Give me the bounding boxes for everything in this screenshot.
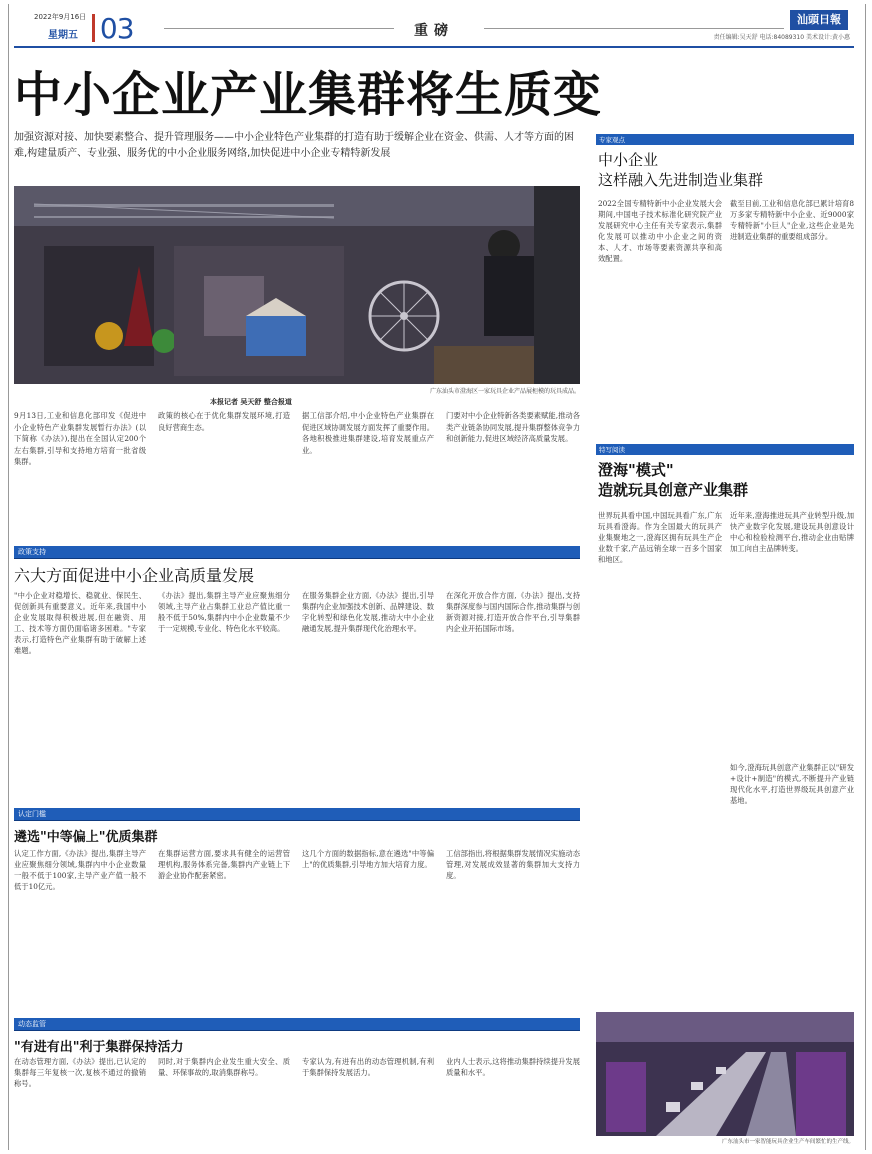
lead-column-2: 政策的核心在于优化集群发展环境,打造良好营商生态。	[158, 411, 290, 432]
section2-title: 遴选"中等偏上"优质集群	[14, 830, 158, 845]
lead-column-4: 门要对中小企业特新各类要素赋能,推动各类产业链条协同发展,提升集群整体竞争力和创新能力,促进区域经济高质量发展。	[446, 411, 580, 444]
right2-column-1: 世界玩具看中国,中国玩具看广东,广东玩具看澄海。作为全国最大的玩具产业集聚地之一,澄海区拥有玩具生产企业数千家,产品远销全球一百多个国家和地区。	[598, 511, 722, 564]
page-number: 03	[99, 12, 134, 45]
right1-tag: 专家观点	[599, 136, 625, 144]
section2-tag: 认定门槛	[18, 810, 46, 818]
section3-column-3: 专家认为,有进有出的动态管理机制,有利于集群保持发展活力。	[302, 1057, 434, 1077]
section1-column-2: 《办法》提出,集群主导产业应聚焦细分领域,主导产业占集群工业总产值比重一般不低于50%,集群内中小企业数量不少于一定规模,专业化、特色化水平较高。	[158, 591, 290, 633]
right1-column-1: 2022全国专精特新中小企业发展大会期间,中国电子技术标准化研究院产业发展研究中心主任有关专家表示,集群化发展可以推动中小企业之间的资本、人才、市场等要素资源共享和高效配置。	[598, 199, 722, 263]
section1-bar	[14, 546, 580, 559]
section3-column-4: 业内人士表示,这将推动集群持续提升发展质量和水平。	[446, 1057, 580, 1077]
masthead	[14, 6, 854, 48]
section1-title: 六大方面促进中小企业高质量发展	[14, 566, 255, 585]
toy-display-illustration	[14, 186, 580, 384]
right2-title-line2: 造就玩具创意产业集群	[598, 481, 749, 499]
section3-title: "有进有出"利于集群保持活力	[14, 1040, 184, 1055]
section1-tag: 政策支持	[18, 548, 46, 556]
section2-bar	[14, 808, 580, 821]
section3-tag: 动态监管	[18, 1020, 46, 1028]
lead-column-1: 9月13日,工业和信息化部印发《促进中小企业特色产业集群发展暂行办法》(以下简称《办法》),提出在全国认定200个左右集群,引导和支持地方培育一批省级集群。	[14, 411, 146, 467]
section2-column-4: 工信部指出,将根据集群发展情况实施动态管理,对发展成效显著的集群加大支持力度。	[446, 849, 580, 880]
masthead-rule-right	[484, 28, 784, 29]
section3-bar	[14, 1018, 580, 1031]
section1-column-1: "中小企业对稳增长、稳就业、保民生、促创新具有重要意义。近年来,我国中小企业发展取得积极进展,但在融资、用工、技术等方面仍面临诸多困难。"专家表示,打造特色产业集群有助于破解上述难题。	[14, 591, 146, 655]
section2-column-1: 认定工作方面,《办法》提出,集群主导产业应聚焦细分领域,集群内中小企业数量一般不低于100家,主导产业产值一般不低于10亿元。	[14, 849, 146, 891]
lead-photo	[14, 186, 580, 384]
issue-weekday: 星期五	[48, 30, 78, 41]
right1-column-2: 截至目前,工业和信息化部已累计培育8万多家专精特新中小企业、近9000家专精特新"小巨人"企业,这些企业是先进制造业集群的重要组成部分。	[730, 199, 854, 241]
right1-bar	[596, 134, 854, 145]
newspaper-logo: 汕頭日報	[790, 10, 848, 30]
section2-column-3: 这几个方面的数据指标,意在遴选"中等偏上"的优质集群,引导地方加大培育力度。	[302, 849, 434, 869]
lead-column-3: 据工信部介绍,中小企业特色产业集群在促进区域协调发展方面发挥了重要作用。各地积极推进集群建设,培育发展重点产业。	[302, 411, 434, 455]
masthead-rule-left	[164, 28, 394, 29]
main-headline: 中小企业产业集群将生质变	[14, 67, 603, 123]
right2-title-line1: 澄海"模式"	[598, 461, 674, 479]
right2-column-2: 近年来,澄海推进玩具产业转型升级,加快产业数字化发展,建设玩具创意设计中心和检验检测平台,推动企业由贴牌加工向自主品牌转变。	[730, 511, 854, 553]
right2-tag: 特写阅读	[599, 446, 625, 454]
issue-date: 2022年9月16日	[34, 13, 87, 21]
section2-column-2: 在集群运营方面,要求具有健全的运营管理机构,服务体系完备,集群内产业链上下游企业协作配套紧密。	[158, 849, 290, 880]
editor-credits: 责任编辑:吴天舒 电话:84089310 美术设计:黄小惠	[713, 34, 850, 41]
section1-column-4: 在深化开放合作方面,《办法》提出,支持集群深度参与国内国际合作,推动集群与创新资源对接,打造开放合作平台,引导集群内企业开拓国际市场。	[446, 591, 580, 633]
section3-column-2: 同时,对于集群内企业发生重大安全、质量、环保事故的,取消集群称号。	[158, 1057, 290, 1077]
factory-photo-caption: 广东汕头市一家智能玩具企业生产车间繁忙的生产线。	[721, 1139, 854, 1145]
right1-title-line2: 这样融入先进制造业集群	[598, 171, 764, 189]
byline: 本报记者 吴天舒 整合报道	[210, 398, 292, 406]
production-line-illustration	[596, 1012, 854, 1136]
section-title: 重磅	[414, 23, 454, 39]
right2-bar	[596, 444, 854, 455]
lead-photo-caption: 广东汕头市澄海区一家玩具企业产品展柜模的玩具成品。	[429, 388, 580, 395]
right2-column-3: 如今,澄海玩具创意产业集群正以"研发+设计+制造"的模式,不断提升产业链现代化水平,打造世界级玩具创意产业基地。	[730, 763, 854, 805]
section3-column-1: 在动态管理方面,《办法》提出,已认定的集群每三年复核一次,复核不通过的撤销称号。	[14, 1057, 146, 1088]
factory-photo	[596, 1012, 854, 1136]
section1-column-3: 在服务集群企业方面,《办法》提出,引导集群内企业加强技术创新、品牌建设、数字化转型和绿色化发展,推动大中小企业融通发展,提升集群现代化治理水平。	[302, 591, 434, 633]
right1-title-line1: 中小企业	[598, 151, 659, 169]
headline-deck: 加强资源对接、加快要素整合、提升管理服务——中小企业特色产业集群的打造有助于缓解企业在资金、供需、人才等方面的困难,构建量质产、专业强、服务优的中小企业服务网络,加快促进中小企业专精特新发展	[14, 132, 574, 159]
